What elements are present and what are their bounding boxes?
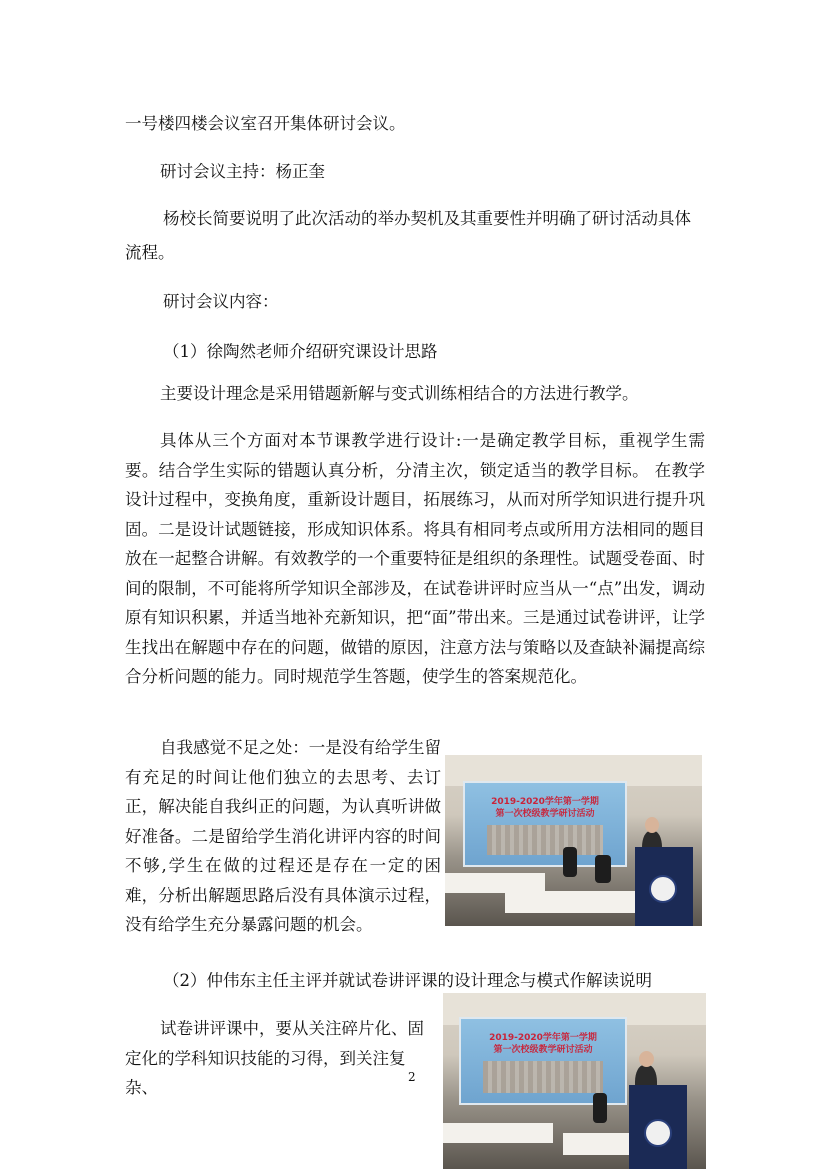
paragraph-5: （1）徐陶然老师介绍研究课设计思路 <box>163 342 438 361</box>
paragraph-10: 试卷讲评课中，要从关注碎片化、固定化的学科知识技能的习得，到关注复杂、 <box>125 1019 424 1097</box>
paragraph-9: （2）仲伟东主任主评并就试卷讲评课的设计理念与模式作解读说明 <box>163 971 652 990</box>
meeting-photo-2 <box>443 993 706 1169</box>
projector-screen <box>459 1017 627 1105</box>
screen-title-line-2: 第一次校级教学研讨活动 <box>495 809 595 819</box>
paragraph-4: 研讨会议内容： <box>163 292 279 311</box>
paragraph-8: 自我感觉不足之处：一是没有给学生留有充足的时间让他们独立的去思考、去订正，解决能自我纠正的问题，为认真听讲做好准备。二是留给学生消化讲评内容的时间不够,学生在做的过程还是存在一定的困难，分析出解题思路后没有具体演示过程，没有给学生充分暴露问题的机会。 <box>125 738 441 934</box>
paragraph-6: 主要设计理念是采用错题新解与变式训练相结合的方法进行教学。 <box>160 384 639 403</box>
paragraph-3-line-1: 杨校长简要说明了此次活动的举办契机及其重要性并明确了研讨活动具体 <box>163 209 691 228</box>
screen-title-line-2: 第一次校级教学研讨活动 <box>493 1045 593 1055</box>
meeting-photo-1 <box>445 755 702 926</box>
paragraph-1: 一号楼四楼会议室召开集体研讨会议。 <box>125 114 406 133</box>
screen-title-line-1: 2019-2020学年第一学期 <box>491 797 599 807</box>
paragraph-2: 研讨会议主持：杨正奎 <box>160 162 325 181</box>
paragraph-7: 具体从三个方面对本节课教学进行设计:一是确定教学目标，重视学生需要。结合学生实际的错题认真分析，分清主次，锁定适当的教学目标。 在教学设计过程中，变换角度，重新设计题目，拓展练习，从而对所学知识进行提升巩固。二是设计试题链接，形成知识体系。将具有相同考点或所用方法相同的题目放在一起整合讲解。有效教学的一个重要特征是组织的条理性。试题受卷面、时间的限制，不可能将所学知识全部涉及，在试卷讲评时应当从一“点”出发，调动原有知识积累，并适当地补充新知识，把“面”带出来。三是通过试卷讲评，让学生找出在解题中存在的问题，做错的原因，注意方法与策略以及查缺补漏提高综合分析问题的能力。同时规范学生答题，使学生的答案规范化。 <box>125 431 705 686</box>
screen-title-line-1: 2019-2020学年第一学期 <box>489 1033 597 1043</box>
paragraph-3-line-2: 流程。 <box>125 243 175 262</box>
page-number: 2 <box>408 1070 416 1084</box>
